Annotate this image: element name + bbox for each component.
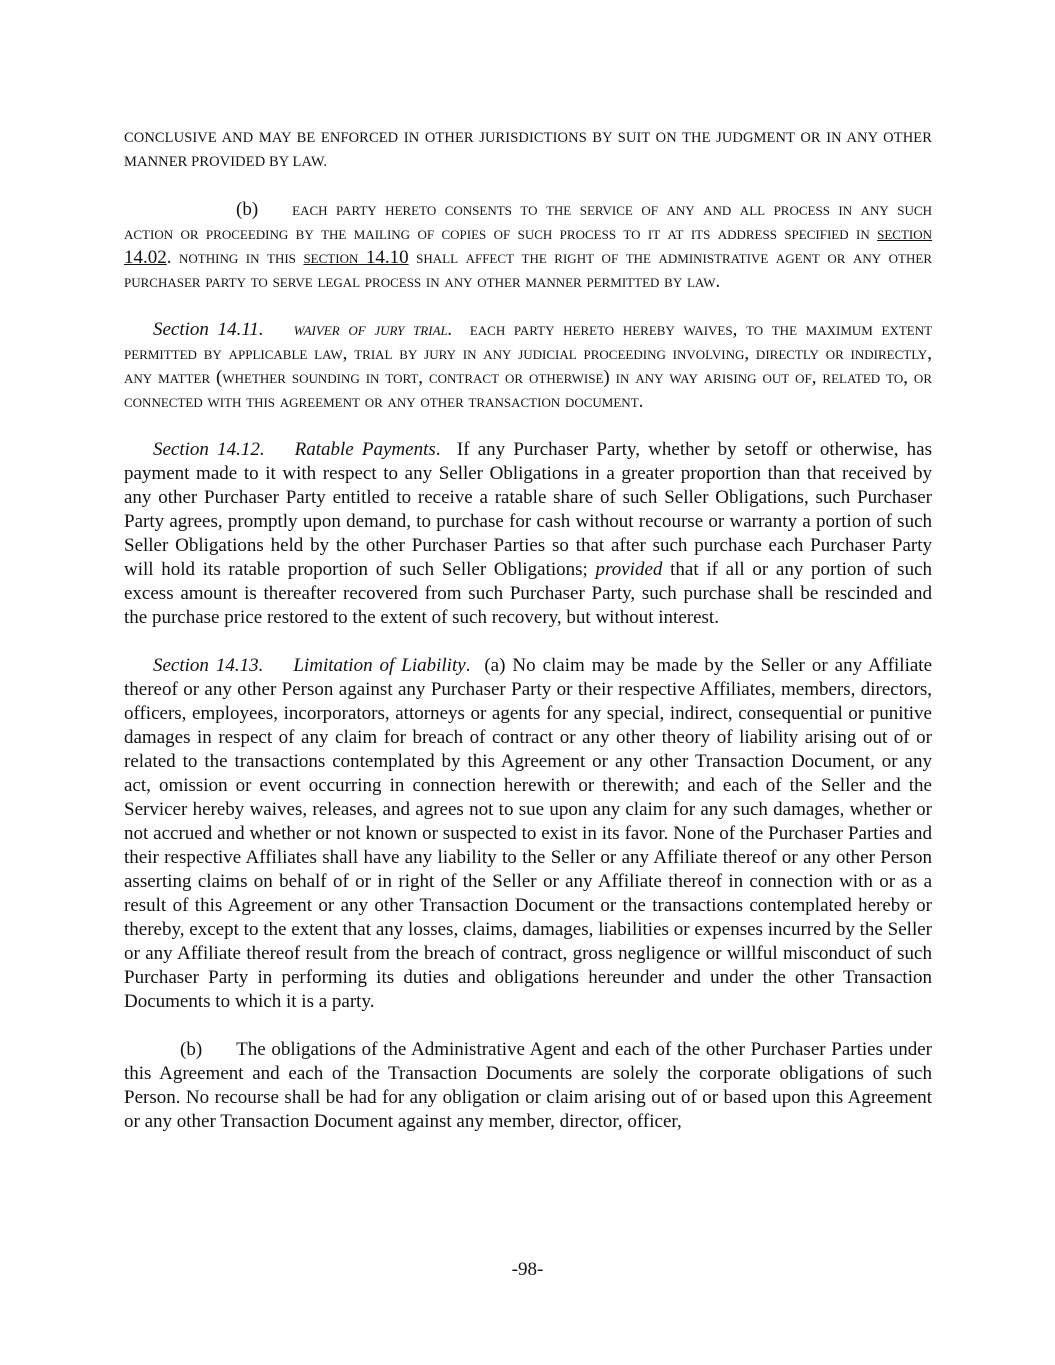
section-heading: Ratable Payments bbox=[294, 439, 436, 460]
paragraph-label: (b) bbox=[180, 1039, 203, 1060]
paragraph-b-service-of-process bbox=[124, 198, 932, 294]
paragraph-text: shall affect the right of the administrative agent or any other purchaser party to serve legal process in any other manner permitted by law. bbox=[124, 247, 932, 292]
section-reference-link[interactable]: section 14.02 bbox=[124, 223, 932, 268]
section-heading-period: . bbox=[465, 655, 471, 676]
page-number-text: -98- bbox=[511, 1259, 544, 1280]
italic-term: provided bbox=[595, 559, 663, 580]
paragraph-b-obligations bbox=[124, 1038, 932, 1134]
section-number: Section 14.12. bbox=[153, 439, 265, 460]
section-body: If any Purchaser Party, whether by setoff or otherwise, has payment made to it with respect to any Seller Obligations in a greater proportion than that received by any other Purchaser Party entitled to receive a ratable share of such Seller Obligations, such Purchaser Party agrees, promptly upon demand, to purchase for cash without recourse or warranty a portion of such Seller Obligations held by the other Purchaser Parties so that after such purchase each Purchaser Party will hold its ratable proportion of such Seller Obligations; bbox=[124, 439, 932, 580]
section-number: Section 14.13. bbox=[153, 655, 264, 676]
section-body: that if all or any portion of such excess amount is thereafter recovered from such Purchaser Party, such purchase shall be rescinded and the purchase price restored to the extent of such recovery, but without interest. bbox=[124, 559, 933, 628]
section-14-12 bbox=[124, 438, 932, 630]
section-heading: waiver of jury trial bbox=[293, 319, 448, 340]
continued-text: CONCLUSIVE AND MAY BE ENFORCED IN OTHER JURISDICTIONS BY SUIT ON THE JUDGMENT OR IN ANY OTHER MANNER PROVIDED BY LAW. bbox=[124, 130, 932, 170]
paragraph-label: (b) bbox=[236, 199, 259, 220]
document-page bbox=[124, 126, 932, 1134]
section-number: Section 14.11. bbox=[153, 319, 264, 340]
section-heading: Limitation of Liability bbox=[293, 655, 466, 676]
continued-paragraph bbox=[124, 126, 932, 174]
section-14-13 bbox=[124, 654, 932, 1014]
page-number bbox=[0, 1258, 1055, 1282]
section-14-11 bbox=[124, 318, 932, 414]
section-reference-link[interactable]: section 14.10 bbox=[303, 247, 409, 268]
paragraph-text: . nothing in this bbox=[166, 247, 296, 268]
section-body: each party hereto hereby waives, to the maximum extent permitted by applicable law, trial by jury in any judicial proceeding involving, directly or indirectly, any matter (whether sounding in tort, contract or otherwise) in any way arising out of, related to, or connected with this agreement or any other transaction document. bbox=[124, 319, 933, 412]
section-heading-period: . bbox=[435, 439, 441, 460]
section-body: (a) No claim may be made by the Seller or any Affiliate thereof or any other Person against any Purchaser Party or their respective Affiliates, members, directors, officers, employees, incorporators, attorneys or agents for any special, indirect, consequential or punitive damages in respect of any claim for breach of contract or any other theory of liability arising out of or related to the transactions contemplated by this Agreement or any other Transaction Document, or any act, omission or event occurring in connection herewith or therewith; and each of the Seller and the Servicer hereby waives, releases, and agrees not to sue upon any claim for any such damages, whether or not accrued and whether or not known or suspected to exist in its favor. None of the Purchaser Parties and their respective Affiliates shall have any liability to the Seller or any Affiliate thereof or any other Person asserting claims on behalf of or in right of the Seller or any Affiliate thereof in connection with or as a result of this Agreement or any other Transaction Document or the transactions contemplated hereby or thereby, except to the extent that any losses, claims, damages, liabilities or expenses incurred by the Seller or any Affiliate thereof result from the breach of contract, gross negligence or willful misconduct of such Purchaser Party in performing its duties and obligations hereunder and under the other Transaction Documents to which it is a party. bbox=[124, 655, 932, 1012]
paragraph-text: The obligations of the Administrative Agent and each of the other Purchaser Parties under this Agreement and each of the Transaction Documents are solely the corporate obligations of such Person. No recourse shall be had for any obligation or claim arising out of or based upon this Agreement or any other Transaction Document against any member, director, officer, bbox=[124, 1039, 932, 1132]
section-heading-period: . bbox=[447, 319, 453, 340]
paragraph-text: each party hereto consents to the service of any and all process in any such action or proceeding by the mailing of copies of such process to it at its address specified in bbox=[124, 199, 932, 244]
